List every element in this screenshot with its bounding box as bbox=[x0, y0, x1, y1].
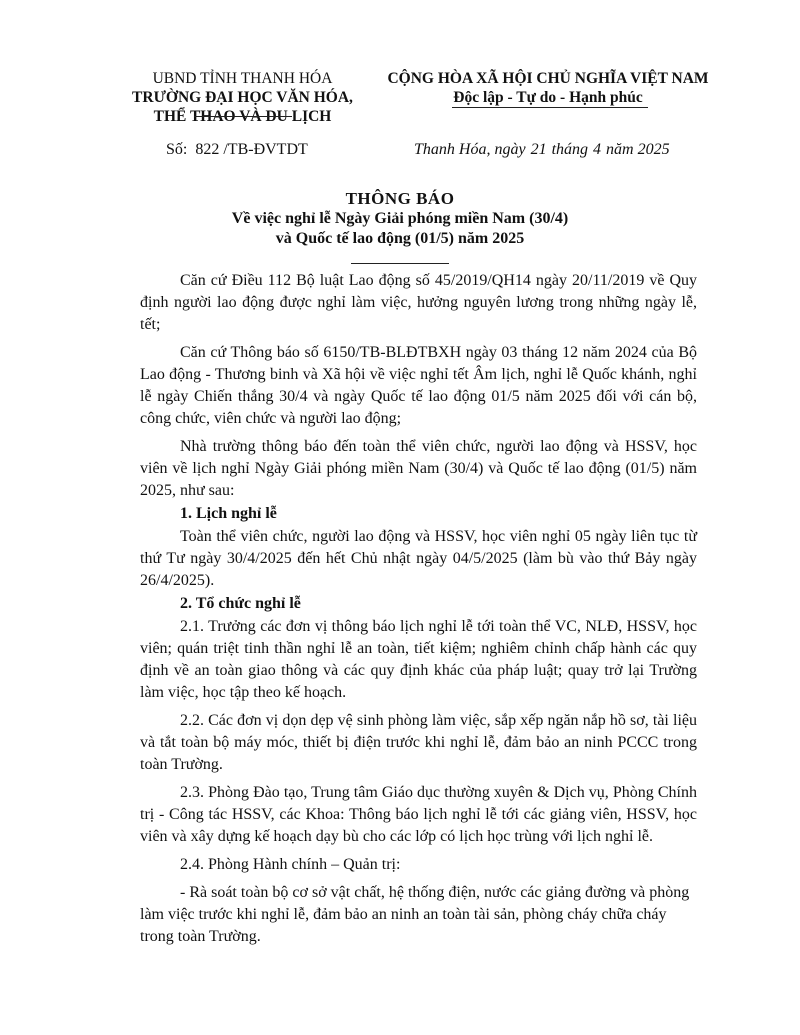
legal-basis-1: Căn cứ Điều 112 Bộ luật Lao động số 45/2019/QH14 ngày 20/11/2019 về Quy định người lao động được nghỉ làm việc, hưởng nguyên lương trong những ngày lễ, tết; bbox=[140, 272, 697, 333]
school-name-line2: THỂ THAO VÀ DU LỊCH bbox=[153, 108, 332, 125]
title-underline bbox=[351, 263, 449, 264]
announcement-intro: Nhà trường thông báo đến toàn thể viên chức, người lao động và HSSV, học viên về lịch nghỉ Ngày Giải phóng miền Nam (30/4) và Quốc tế lao động (01/5) năm 2025, như sau: bbox=[140, 438, 697, 499]
date-month-label: tháng bbox=[551, 141, 589, 158]
issuer-underline bbox=[194, 116, 292, 117]
item-2-1: 2.1. Trưởng các đơn vị thông báo lịch nghỉ lễ tới toàn thể VC, NLĐ, HSSV, học viên; quán triệt tinh thần nghỉ lễ an toàn, tiết kiệm; nghiêm chỉnh chấp hành các quy định về an toàn giao thông và các quy định khác của pháp luật; quay trở lại Trường làm việc, học tập theo kế hoạch. bbox=[140, 618, 697, 701]
issuing-agency: UBND TỈNH THANH HÓA bbox=[152, 70, 333, 87]
schedule-paragraph: Toàn thể viên chức, người lao động và HSSV, học viên nghỉ 05 ngày liên tục từ thứ Tư ngày 30/4/2025 đến hết Chủ nhật ngày 04/5/2025 (làm bù vào thứ Bảy ngày 26/4/2025). bbox=[140, 528, 697, 589]
title-subject-line2: và Quốc tế lao động (01/5) năm 2025 bbox=[275, 230, 525, 247]
section-heading-schedule: 1. Lịch nghỉ lễ bbox=[180, 505, 277, 522]
doc-no-value: 822 /TB-ĐVTDT bbox=[195, 141, 308, 158]
title-subject-line1: Về việc nghỉ lễ Ngày Giải phóng miền Nam (30/4) bbox=[231, 210, 569, 227]
issuer-block bbox=[125, 69, 360, 126]
item-2-4-detail: - Rà soát toàn bộ cơ sở vật chất, hệ thống điện, nước các giảng đường và phòng làm việc trước khi nghỉ lễ, đảm bảo an ninh an toàn tài sản, phòng cháy chữa cháy trong toàn Trường. bbox=[140, 884, 690, 945]
section-heading-organization: 2. Tổ chức nghỉ lễ bbox=[180, 595, 301, 612]
date-day: 21 bbox=[530, 141, 547, 158]
notice-body bbox=[140, 270, 697, 948]
date-month: 4 bbox=[593, 141, 602, 158]
national-header bbox=[378, 69, 718, 107]
date-year: năm 2025 bbox=[606, 141, 670, 158]
national-motto: Độc lập - Tự do - Hạnh phúc bbox=[453, 89, 643, 106]
issue-date bbox=[414, 140, 670, 160]
item-2-2: 2.2. Các đơn vị dọn dẹp vệ sinh phòng làm việc, sắp xếp ngăn nắp hồ sơ, tài liệu và tắt toàn bộ máy móc, thiết bị điện trước khi nghỉ lễ, đảm bảo an ninh PCCC trong toàn Trường. bbox=[140, 712, 697, 773]
title-main: THÔNG BÁO bbox=[345, 189, 455, 208]
motto-underline bbox=[452, 107, 648, 108]
item-2-4-heading: 2.4. Phòng Hành chính – Quản trị: bbox=[180, 856, 401, 873]
school-name-line1: TRƯỜNG ĐẠI HỌC VĂN HÓA, bbox=[132, 89, 353, 106]
document-number bbox=[166, 140, 308, 160]
doc-no-label: Số: bbox=[166, 141, 188, 158]
notice-title bbox=[100, 188, 700, 249]
date-prefix: Thanh Hóa, ngày bbox=[414, 141, 526, 158]
item-2-3: 2.3. Phòng Đào tạo, Trung tâm Giáo dục thường xuyên & Dịch vụ, Phòng Chính trị - Công tác HSSV, các Khoa: Thông báo lịch nghỉ lễ tới các giảng viên, HSSV, học viên và xây dựng kế hoạch dạy bù cho các lớp có lịch học trùng với lịch nghỉ lễ. bbox=[140, 784, 697, 845]
nation-title: CỘNG HÒA XÃ HỘI CHỦ NGHĨA VIỆT NAM bbox=[387, 70, 709, 87]
legal-basis-2: Căn cứ Thông báo số 6150/TB-BLĐTBXH ngày 03 tháng 12 năm 2024 của Bộ Lao động - Thương binh và Xã hội về việc nghỉ tết Âm lịch, nghỉ lễ Quốc khánh, nghỉ lễ ngày Chiến thắng 30/4 và ngày Quốc tế lao động 01/5 năm 2025 đối với cán bộ, công chức, viên chức và người lao động; bbox=[140, 344, 697, 427]
